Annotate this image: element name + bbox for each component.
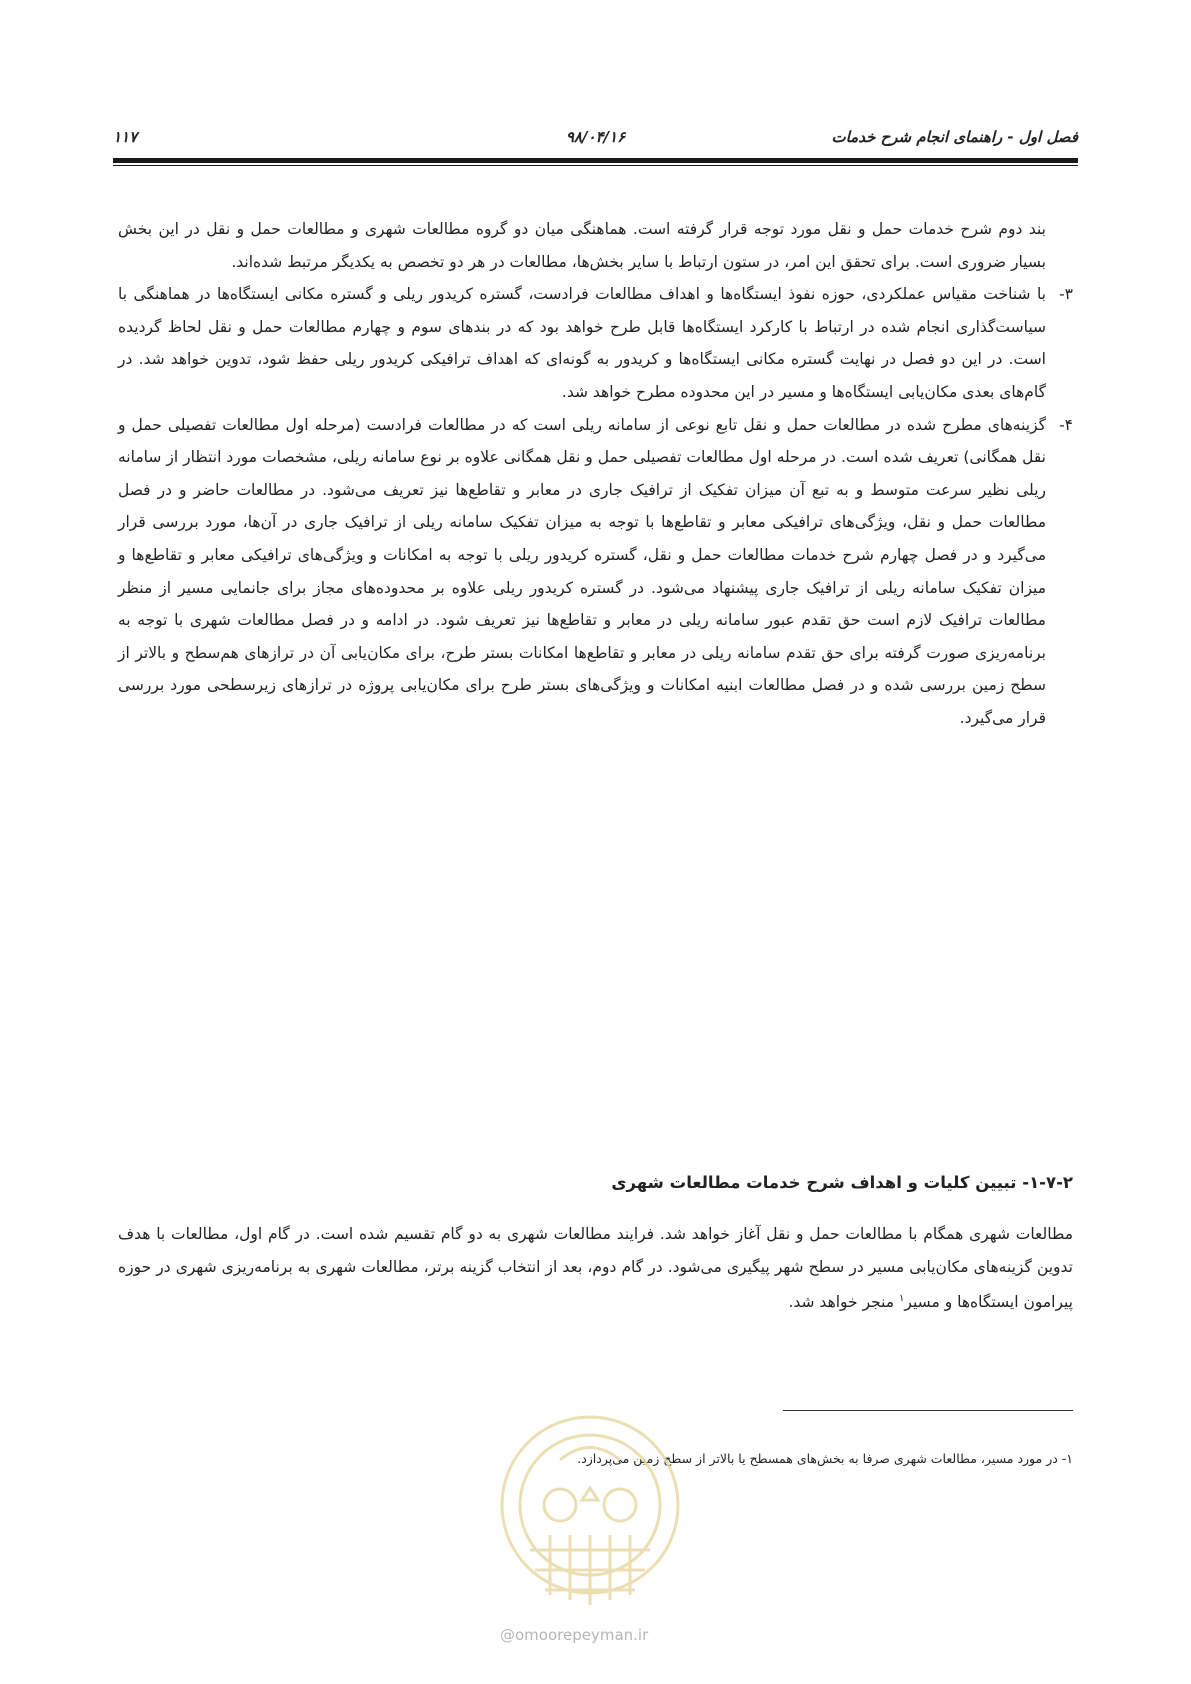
chapter-title: فصل اول - راهنمای انجام شرح خدمات (831, 128, 1078, 146)
page-header (113, 128, 1078, 152)
list-item-number: ۴- (1059, 415, 1073, 434)
list-item-text: با شناخت مقیاس عملکردی، حوزه نفوذ ایستگاه‌ها و اهداف مطالعات فرادست، گستره کریدور ریلی و گستره مکانی ایستگاه‌ها در هماهنگی با سیاست‌گذاری انجام شده در ارتباط با کارکرد ایستگاه‌ها قابل طرح خواهد بود که در بندهای سوم و چهارم مطالعات حمل و نقل لحاظ گردیده است. در این دو فصل در نهایت گستره مکانی ایستگاه‌ها و کریدور به گونه‌ای که اهداف ترافیکی کریدور ریلی حفظ شود، تدوین خواهد شد. در گام‌های بعدی مکان‌یابی ایستگاه‌ها و مسیر در این محدوده مطرح خواهد شد. (118, 285, 1046, 401)
section-paragraph (118, 1218, 1073, 1319)
body-text (118, 213, 1073, 735)
footnote-separator (783, 1410, 1073, 1411)
page-number: ۱۱۷ (113, 128, 138, 146)
section-text-end: منجر خواهد شد. (788, 1293, 900, 1312)
section-text: مطالعات شهری همگام با مطالعات حمل و نقل آغاز خواهد شد. فرایند مطالعات شهری به دو گام تقسیم شده است. در گام اول، مطالعات با هدف تدوین گزینه‌های مکان‌یابی مسیر در سطح شهر پیگیری می‌شود. در گام دوم، بعد از انتخاب گزینه برتر، مطالعات شهری به برنامه‌ریزی شهری در حوزه پیرامون ایستگاه‌ها و مسیر (118, 1225, 1073, 1312)
section-heading: ۱-۷-۲- تبیین کلیات و اهداف شرح خدمات مطالعات شهری (611, 1173, 1073, 1192)
list-item-text: گزینه‌های مطرح شده در مطالعات حمل و نقل تابع نوعی از سامانه ریلی است که در مطالعات فرادست (مرحله اول مطالعات تفصیلی حمل و نقل همگانی) تعریف شده است. در مرحله اول مطالعات تفصیلی حمل و نقل همگانی علاوه بر نوع سامانه ریلی، مشخصات مورد انتظار از سامانه ریلی نظیر سرعت متوسط و به تبع آن میزان تفکیک از ترافیک جاری در معابر و تقاطع‌ها نیز تعریف می‌شود. در مطالعات حاضر و در فصل مطالعات حمل و نقل، ویژگی‌های ترافیکی معابر و تقاطع‌ها با توجه به میزان تفکیک سامانه ریلی از ترافیک جاری در آن‌ها، مورد بررسی قرار می‌گیرد و در فصل چهارم شرح خدمات مطالعات حمل و نقل، گستره کریدور ریلی با توجه به امکانات و ویژگی‌های ترافیکی معابر و تقاطع‌ها و میزان تفکیک سامانه ریلی از ترافیک جاری پیشنهاد می‌شود. در گستره کریدور ریلی علاوه بر محدوده‌های مجاز برای جانمایی مسیر از منظر مطالعات ترافیک لازم است حق تقدم عبور سامانه ریلی در معابر و تقاطع‌ها نیز تعریف شود. در ادامه و در فصل مطالعات شهری با توجه به برنامه‌ریزی صورت گرفته برای حق تقدم سامانه ریلی در معابر و تقاطع‌ها امکانات بستر طرح، برای مکان‌یابی آن در ترازهای هم‌سطح و بالاتر از سطح زمین بررسی شده و در فصل مطالعات ابنیه امکانات و ویژگی‌های بستر طرح برای مکان‌یابی پروژه در ترازهای زیرسطحی مورد بررسی قرار می‌گیرد. (118, 415, 1046, 727)
list-item (118, 278, 1073, 408)
header-rule-thick (113, 158, 1078, 163)
watermark-seal-icon (490, 1400, 690, 1650)
list-item-number: ۳- (1059, 285, 1073, 304)
intro-paragraph: بند دوم شرح خدمات حمل و نقل مورد توجه قرار گرفته است. هماهنگی میان دو گروه مطالعات شهری و مطالعات حمل و نقل در این بخش بسیار ضروری است. برای تحقق این امر، در ستون ارتباط با سایر بخش‌ها، مطالعات در هر دو تخصص به یکدیگر مرتبط شده‌اند. (118, 220, 1046, 271)
header-rule-thin (113, 165, 1078, 166)
footnote: ۱- در مورد مسیر، مطالعات شهری صرفا به بخش‌های همسطح یا بالاتر از سطح زمین می‌پردازد. (577, 1451, 1073, 1466)
list-item (118, 409, 1073, 735)
document-date: ۹۸/۰۴/۱۶ (565, 128, 626, 146)
watermark-url: @omoorepeyman.ir (500, 1626, 649, 1644)
footnote-marker: ۱ (899, 1293, 905, 1305)
